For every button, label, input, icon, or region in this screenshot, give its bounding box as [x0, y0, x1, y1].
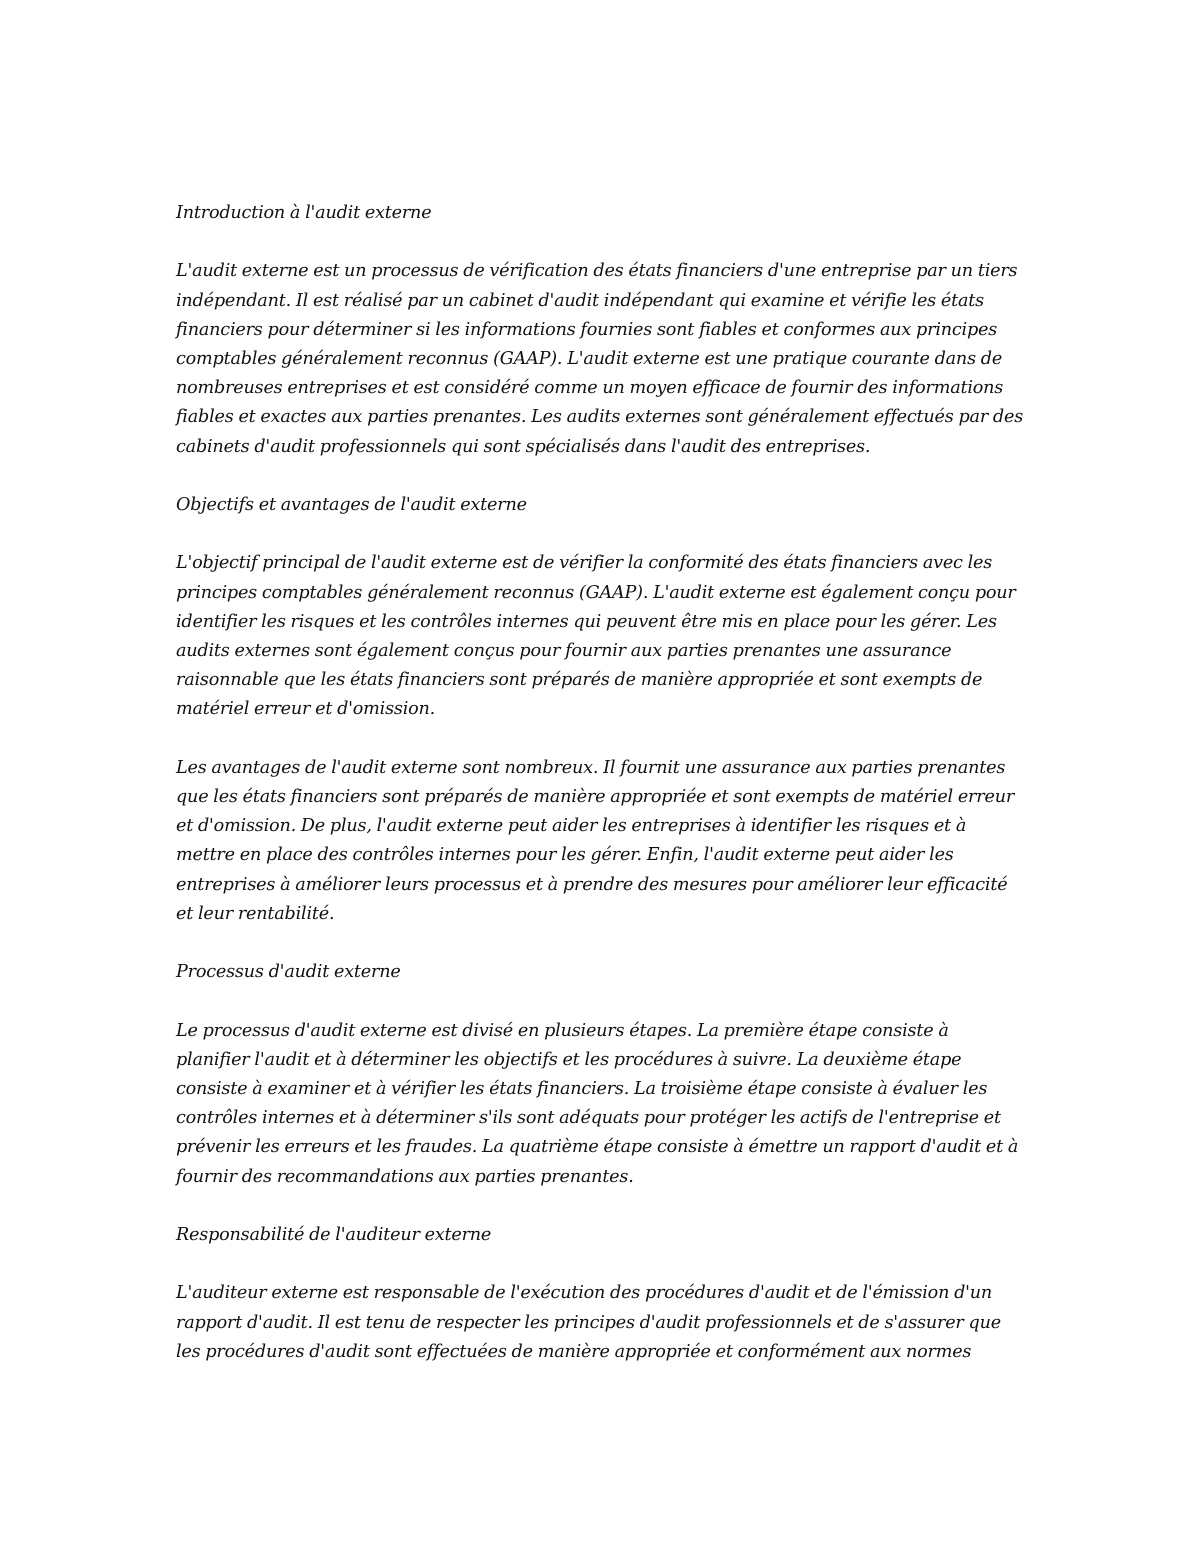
section-objectifs-avantages: [176, 491, 1026, 929]
paragraph: Le processus d'audit externe est divisé en plusieurs étapes. La première étape consiste à planifier l'audit et à déterminer les objectifs et les procédures à suivre. La deuxième étape consiste à examiner et à vérifier les états financiers. La troisième étape consiste à évaluer les contrôles internes et à déterminer s'ils sont adéquats pour protéger les actifs de l'entreprise et prévenir les erreurs et les fraudes. La quatrième étape consiste à émettre un rapport d'audit et à fournir des recommandations aux parties prenantes.: [176, 1020, 1019, 1187]
section-responsabilite: [176, 1221, 1026, 1367]
section-introduction: [176, 199, 1026, 462]
section-heading: Objectifs et avantages de l'audit externe: [176, 495, 527, 515]
paragraph: L'auditeur externe est responsable de l'exécution des procédures d'audit et de l'émission d'un rapport d'audit. Il est tenu de respecter les principes d'audit professionnels et de s'assurer que les procédures d'audit sont effectuées de manière appropriée et conformément aux normes: [176, 1283, 1001, 1362]
section-heading: Responsabilité de l'auditeur externe: [176, 1225, 492, 1245]
section-processus: [176, 958, 1026, 1192]
section-heading: Introduction à l'audit externe: [176, 203, 432, 223]
paragraph: L'audit externe est un processus de vérification des états financiers d'une entreprise par un tiers indépendant. Il est réalisé par un cabinet d'audit indépendant qui examine et vérifie les états financiers pour déterminer si les informations fournies sont fiables et conformes aux principes comptables généralement reconnus (GAAP). L'audit externe est une pratique courante dans de nombreuses entreprises et est considéré comme un moyen efficace de fournir des informations fiables et exactes aux parties prenantes. Les audits externes sont généralement effectués par des cabinets d'audit professionnels qui sont spécialisés dans l'audit des entreprises.: [176, 261, 1024, 457]
section-heading: Processus d'audit externe: [176, 962, 401, 983]
paragraph: L'objectif principal de l'audit externe est de vérifier la conformité des états financiers avec les principes comptables généralement reconnus (GAAP). L'audit externe est également conçu pour identifier les risques et les contrôles internes qui peuvent être mis en place pour les gérer. Les audits externes sont également conçus pour fournir aux parties prenantes une assurance raisonnable que les états financiers sont préparés de manière appropriée et sont exempts de matériel erreur et d'omission.: [176, 553, 1016, 720]
document-body: [176, 199, 1026, 1396]
paragraph: Les avantages de l'audit externe sont nombreux. Il fournit une assurance aux parties prenantes que les états financiers sont préparés de manière appropriée et sont exempts de matériel erreur et d'omission. De plus, l'audit externe peut aider les entreprises à identifier les risques et à mettre en place des contrôles internes pour les gérer. Enfin, l'audit externe peut aider les entreprises à améliorer leurs processus et à prendre des mesures pour améliorer leur efficacité et leur rentabilité.: [176, 757, 1015, 924]
